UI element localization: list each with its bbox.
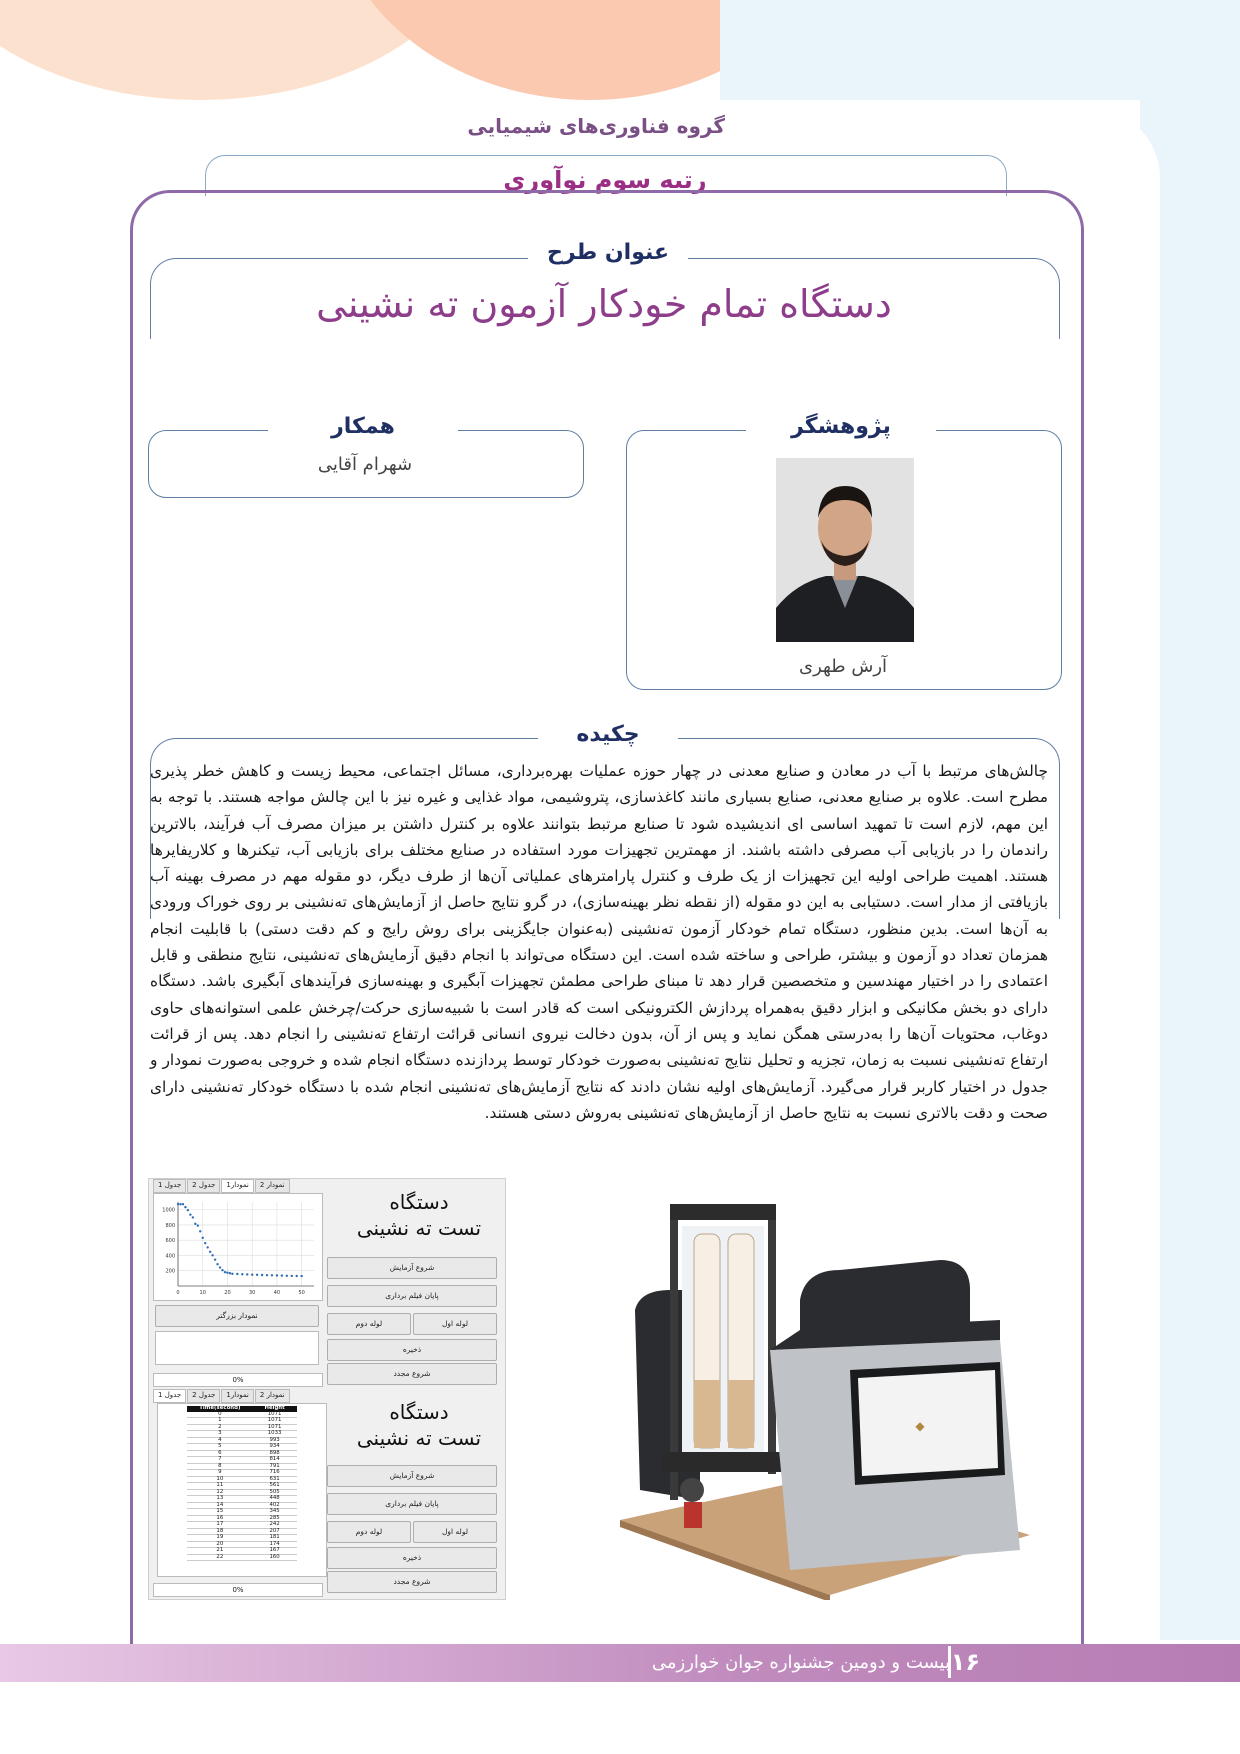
- chart-point: [241, 1273, 243, 1275]
- table-cell-height: 898: [252, 1450, 296, 1457]
- table-cell-time: 8: [187, 1463, 252, 1470]
- tab-table-1[interactable]: جدول 1: [153, 1179, 186, 1193]
- chart-point: [177, 1203, 179, 1205]
- chart-point: [224, 1271, 226, 1273]
- chart-point: [214, 1258, 216, 1260]
- chart-point: [197, 1224, 199, 1226]
- chart-point: [246, 1273, 248, 1275]
- table-cell-time: 6: [187, 1450, 252, 1457]
- researcher-name: آرش طهری: [798, 656, 888, 677]
- table-cell-time: 1: [187, 1418, 252, 1425]
- tab-chart-1[interactable]: نمودار1: [221, 1389, 254, 1403]
- collaborator-name: شهرام آقایی: [317, 454, 413, 475]
- chart-x-tick-label: 20: [224, 1290, 231, 1296]
- chart-point: [266, 1274, 268, 1276]
- table-cell-height: 167: [252, 1548, 296, 1555]
- chart-point: [295, 1275, 297, 1277]
- tab-table-2[interactable]: جدول 2: [187, 1389, 220, 1403]
- table-cell-time: 0: [187, 1412, 252, 1418]
- chart-point: [219, 1266, 221, 1268]
- abstract-label: چکیده: [538, 722, 678, 747]
- chart-point: [204, 1242, 206, 1244]
- save-button[interactable]: ذخیره: [327, 1547, 497, 1569]
- table-cell-height: 174: [252, 1541, 296, 1548]
- chart-x-tick-label: 0: [176, 1290, 180, 1296]
- chart-x-tick-label: 40: [273, 1290, 281, 1296]
- chart-point: [209, 1251, 211, 1253]
- chart-point: [189, 1213, 191, 1215]
- chart-point: [256, 1274, 258, 1276]
- table-row: [187, 1554, 296, 1561]
- chart-x-tick-label: 30: [248, 1290, 256, 1296]
- chart-y-tick-label: 1000: [162, 1207, 175, 1214]
- settling-chart: [153, 1193, 323, 1301]
- chart-point: [202, 1237, 204, 1239]
- table-cell-time: 12: [187, 1489, 252, 1496]
- table-cell-height: 814: [252, 1457, 296, 1464]
- table-cell-time: 13: [187, 1496, 252, 1503]
- table-cell-time: 9: [187, 1470, 252, 1477]
- chart-y-tick-label: 600: [165, 1238, 175, 1245]
- table-cell-height: 934: [252, 1444, 296, 1451]
- chart-point: [179, 1203, 181, 1205]
- chart-point: [199, 1230, 201, 1232]
- chart-point: [226, 1272, 228, 1274]
- rank-title: رتبه سوم نوآوری: [480, 166, 730, 194]
- results-table: [157, 1403, 327, 1577]
- table-cell-height: 242: [252, 1522, 296, 1529]
- save-button[interactable]: ذخیره: [327, 1339, 497, 1361]
- table-cell-time: 2: [187, 1424, 252, 1431]
- researcher-photo: [776, 458, 914, 642]
- collaborator-label: همکار: [268, 414, 458, 439]
- table-cell-height: 1071: [252, 1412, 296, 1418]
- progress-bar-2: 0%: [153, 1583, 323, 1597]
- chart-x-tick-label: 10: [199, 1290, 206, 1296]
- chart-point: [182, 1203, 184, 1205]
- svg-text:◆: ◆: [915, 1419, 925, 1433]
- device-title-line1: دستگاه: [389, 1400, 449, 1424]
- table-cell-time: 14: [187, 1502, 252, 1509]
- chart-point: [206, 1246, 208, 1248]
- progress-bar-1: 0%: [153, 1373, 323, 1387]
- table-cell-time: 10: [187, 1476, 252, 1483]
- table-cell-height: 791: [252, 1463, 296, 1470]
- tab-chart-1[interactable]: نمودار1: [221, 1179, 254, 1193]
- table-cell-height: 345: [252, 1509, 296, 1516]
- table-cell-time: 21: [187, 1548, 252, 1555]
- tab-chart-2[interactable]: نمودار 2: [255, 1179, 290, 1193]
- table-cell-height: 716: [252, 1470, 296, 1477]
- chart-point: [194, 1223, 196, 1225]
- chart-point: [187, 1209, 189, 1211]
- tab-chart-2[interactable]: نمودار 2: [255, 1389, 290, 1403]
- device-title-line2: تست ته نشینی: [356, 1216, 482, 1240]
- device-photo: [600, 1190, 1050, 1600]
- chart-point: [291, 1275, 293, 1277]
- tube-two-button[interactable]: لوله دوم: [327, 1521, 411, 1543]
- restart-button[interactable]: شروع مجدد: [327, 1363, 497, 1385]
- chart-point: [192, 1216, 194, 1218]
- header-decoration: [0, 0, 1240, 108]
- table-cell-time: 4: [187, 1437, 252, 1444]
- device-title-line1: دستگاه: [389, 1190, 449, 1214]
- table-cell-time: 20: [187, 1541, 252, 1548]
- end-recording-button[interactable]: پایان فیلم برداری: [327, 1285, 497, 1307]
- table-cell-height: 207: [252, 1528, 296, 1535]
- chart-point: [221, 1269, 223, 1271]
- tube-one-button[interactable]: لوله اول: [413, 1313, 497, 1335]
- software-screenshot: [148, 1178, 506, 1600]
- table-cell-height: 1071: [252, 1418, 296, 1425]
- chart-y-tick-label: 400: [165, 1253, 175, 1260]
- table-header-time: Time(second): [187, 1406, 252, 1412]
- table-cell-time: 17: [187, 1522, 252, 1529]
- end-recording-button[interactable]: پایان فیلم برداری: [327, 1493, 497, 1515]
- project-title: دستگاه تمام خودکار آزمون ته نشینی: [316, 282, 892, 326]
- table-cell-height: 631: [252, 1476, 296, 1483]
- table-cell-time: 18: [187, 1528, 252, 1535]
- chart-point: [261, 1274, 263, 1276]
- table-cell-height: 993: [252, 1437, 296, 1444]
- chart-x-tick-label: 50: [298, 1290, 305, 1296]
- start-test-button[interactable]: شروع آزمایش: [327, 1465, 497, 1487]
- chart-point: [271, 1274, 273, 1276]
- table-cell-time: 22: [187, 1554, 252, 1561]
- chart-y-tick-label: 800: [165, 1222, 175, 1229]
- table-cell-time: 19: [187, 1535, 252, 1542]
- chart-point: [184, 1206, 186, 1208]
- tube-two-button[interactable]: لوله دوم: [327, 1313, 411, 1335]
- group-name: گروه فناوری‌های شیمیایی: [467, 114, 725, 138]
- tab-table-2[interactable]: جدول 2: [187, 1179, 220, 1193]
- restart-button[interactable]: شروع مجدد: [327, 1571, 497, 1593]
- footer-bar: [0, 1644, 1240, 1682]
- chart-point: [231, 1273, 233, 1275]
- title-label: عنوان طرح: [528, 240, 688, 265]
- start-test-button[interactable]: شروع آزمایش: [327, 1257, 497, 1279]
- device-title-line2: تست ته نشینی: [356, 1426, 482, 1450]
- table-cell-time: 7: [187, 1457, 252, 1464]
- chart-point: [300, 1275, 302, 1277]
- abstract-text: چالش‌های مرتبط با آب در معادن و صنایع معدنی در چهار حوزه عملیات بهره‌برداری، مسائل اجتماعی، محیط زیست و کاهش خطر پذیری مطرح است. علاوه بر صنایع معدنی، صنایع بسیاری مانند کاغذسازی، پتروشیمی، مواد غذایی و غیره نیز با این چالش مواجه هستند. با توجه به این مهم، لازم است تا تمهید اساسی ای اندیشیده شود تا صنایع مرتبط بتوانند علاوه بر کنترل داشتن بر میزان مصرف آب فرآیند، بالاترین راندمان را در بازیابی آب مصرفی داشته باشند. از مهمترین تجهیزات مورد استفاده در صنایع مختلف برای بازیابی آب، تیکنرها و کلاریفایرها هستند. اهمیت طراحی اولیه این تجهیزات از یک طرف و کنترل پارامترهای عملیاتی آن‌ها از طرف دیگر، دو مقوله مهم در مصرف بهینه آب بازیافتی از مدار است. دستیابی به این دو مقوله (از نقطه نظر بهینه‌سازی)، در گرو نتایج حاصل از آزمایش‌های ته‌نشینی بر روی خوراک ورودی به آن‌ها است. بدین منظور، دستگاه تمام خودکار آزمون ته‌نشینی (به‌عنوان جایگزینی برای روش رایج و کم دقت دستی) با قابلیت انجام همزمان تعداد دو آزمون و بیشتر، طراحی و ساخته شده است. این دستگاه می‌تواند با انجام دقیق آزمایش‌های ته‌نشینی، نتایج منطقی و قابل اعتمادی را در اختیار مهندسین و متخصصین قرار دهد تا مبنای طراحی مطمئن تجهیزات آبگیری و بهینه‌سازی فرآیندهای آبگیری باشد. دستگاه دارای دو بخش مکانیکی و ابزار دقیق به‌همراه پردازش الکترونیکی است که قادر است با شبیه‌سازی حرکت/چرخش علمی استوانه‌های حاوی دوغاب، محتویات آن‌ها را به‌درستی همگن نماید و پس از آن، بدون دخالت نیروی انسانی قرائت ارتفاع ته‌نشینی را انجام دهد. پس از قرائت ارتفاع ته‌نشینی نسبت به زمان، تجزیه و تحلیل نتایج ته‌نشینی به‌صورت خودکار توسط پردازنده دستگاه انجام شده و خروجی به‌صورت نمودار و جدول در اختیار کاربر قرار می‌گیرد. آزمایش‌های اولیه نشان دادند که نتایج آزمایش‌های ته‌نشینی انجام شده با دستگاه خودکار ته‌نشینی دارای صحت و دقت بالاتری نسبت به نتایج حاصل از آزمایش‌های ته‌نشینی به‌روش دستی هستند.: [150, 762, 1048, 1122]
- software-table-panel: [149, 1389, 505, 1597]
- table-cell-height: 285: [252, 1515, 296, 1522]
- chart-point: [211, 1254, 213, 1256]
- table-cell-height: 561: [252, 1483, 296, 1490]
- tab-table-1[interactable]: جدول 1: [153, 1389, 186, 1403]
- table-cell-time: 3: [187, 1431, 252, 1438]
- chart-y-tick-label: 200: [165, 1268, 175, 1275]
- chart-point: [286, 1275, 288, 1277]
- table-cell-height: 181: [252, 1535, 296, 1542]
- table-cell-time: 16: [187, 1515, 252, 1522]
- table-cell-time: 5: [187, 1444, 252, 1451]
- table-header-height: Height: [252, 1406, 296, 1412]
- table-cell-height: 1033: [252, 1431, 296, 1438]
- software-chart-panel: [149, 1179, 505, 1387]
- researcher-label: پژوهشگر: [746, 414, 936, 439]
- chart-point: [251, 1273, 253, 1275]
- chart-point: [236, 1273, 238, 1275]
- chart-point: [229, 1272, 231, 1274]
- table-cell-time: 15: [187, 1509, 252, 1516]
- table-cell-time: 11: [187, 1483, 252, 1490]
- output-box: [155, 1331, 319, 1365]
- chart-point: [276, 1274, 278, 1276]
- footer-text: بیست و دومین جشنواره جوان خوارزمی: [651, 1652, 950, 1673]
- table-cell-height: 448: [252, 1496, 296, 1503]
- chart-point: [281, 1274, 283, 1276]
- tube-one-button[interactable]: لوله اول: [413, 1521, 497, 1543]
- table-cell-height: 505: [252, 1489, 296, 1496]
- table-cell-height: 160: [252, 1554, 296, 1561]
- chart-point: [216, 1263, 218, 1265]
- table-cell-height: 1071: [252, 1424, 296, 1431]
- enlarge-chart-button[interactable]: نمودار بزرگتر: [155, 1305, 319, 1327]
- page-number: ۱۶: [950, 1648, 980, 1676]
- table-cell-height: 402: [252, 1502, 296, 1509]
